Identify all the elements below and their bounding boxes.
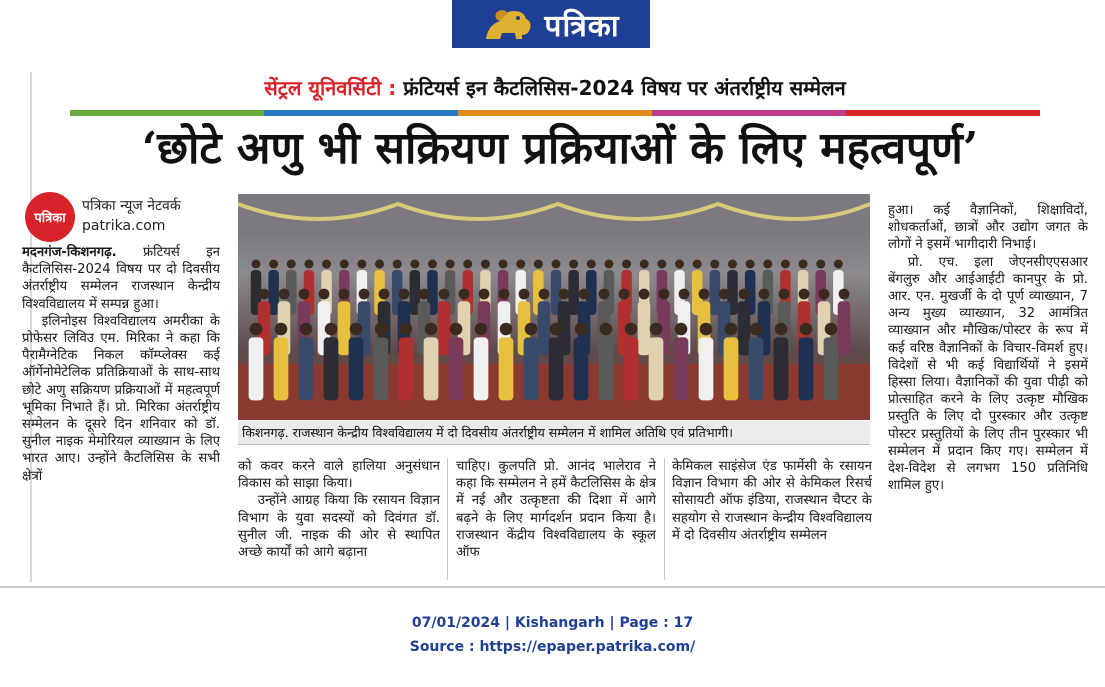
article-paragraph [22,244,220,313]
byline-site-link[interactable]: patrika.com [82,218,166,234]
footer-source-line[interactable]: Source : https://epaper.patrika.com/ [409,639,696,655]
article-column-5 [888,202,1088,582]
column-divider [447,458,448,580]
headline: ‘छोटे अणु भी सक्रियण प्रक्रियाओं के लिए महत्वपूर्ण’ [141,123,979,174]
dateline: मदनगंज-किशनगढ़. [22,245,117,260]
patrika-logo-badge: पत्रिका [25,192,75,242]
paragraph-text: फ्रंटियर्स इन कैटलिसिस-2024 विषय पर दो दिवसीय अंतर्राष्ट्रीय सम्मेलन राजस्थान केन्द्रीय विश्वविद्यालय में सम्पन्न हुआ। [22,245,220,312]
kicker-topic: फ्रंटियर्स इन कैटलिसिस-2024 विषय पर अंतर्राष्ट्रीय सम्मेलन [403,76,846,100]
clip-border-bottom [0,586,1105,588]
article-column-2 [238,458,440,582]
article-paragraph: इलिनोइस विश्वविद्यालय अमरीका के प्रोफेसर लिविउ एम. मिरिका ने कहा कि पैरामैग्नेटिक निकल कॉम्प्लेक्स कई ऑर्गेनोमेटेलिक प्रतिक्रियाओं के साथ-साथ छोटे अणु सक्रियण प्रक्रियाओं में महत्वपूर्ण भूमिका निभाते हैं। प्रो. मिरिका अंतर्राष्ट्रीय सम्मेलन के दूसरे दिन शनिवार को डॉ. सुनील नाइक मेमोरियल व्याख्यान के लिए भारत आए। उन्होंने कैटलिसिस के सभी क्षेत्रों [22,313,220,484]
masthead-name: पत्रिका [544,8,620,44]
group-photo [238,194,870,420]
article-paragraph: उन्होंने आग्रह किया कि रसायन विज्ञान विभाग के युवा सदस्यों को दिवंगत डॉ. सुनील जी. नाइक की ओर से स्थापित अच्छे कार्यों को आगे बढ़ाना [238,493,440,561]
group-photo-image [238,194,870,420]
article-paragraph: केमिकल साइंसेज एंड फार्मेसी के रसायन विज्ञान विभाग की ओर से केमिकल रिसर्च सोसायटी ऑफ इंडिया, राजस्थान चैप्टर के सहयोग से राजस्थान केन्द्रीय विश्वविद्यालय में दो दिवसीय अंतर्राष्ट्रीय सम्मेलन [672,459,872,543]
column-divider [664,458,665,580]
article-paragraph: प्रो. एच. इला जेएनसीएएसआर बेंगलुरु और आईआईटी कानपुर के प्रो. आर. एन. मुखर्जी के दो पूर्ण व्याख्यान, 7 अन्य मुख्य व्याख्यान, 32 आमंत्रित व्याख्यान और मौखिक/पोस्टर के रूप में कई वरिष्ठ वैज्ञानिकों के विचार-विमर्श हुए। विदेशों से भी कई विद्यार्थियों ने इसमें हिस्सा लिया। वैज्ञानिकों की युवा पीढ़ी को प्रोत्साहित करने के लिए उत्कृष्ट मौखिक प्रस्तुति के लिए दो पुरस्कार और उत्कृष्ट पोस्टर प्रस्तुतियों के लिए तीन पुरस्कार भी सम्मेलन में प्रदान किए गए। सम्मेलन में देश-विदेश से लगभग 150 प्रतिनिधि शामिल हुए। [888,254,1088,494]
article-paragraph: को कवर करने वाले हालिया अनुसंधान विकास को साझा किया। [238,459,440,492]
kicker [70,74,1040,101]
article-column-1 [22,244,220,580]
masthead-logo[interactable] [452,0,650,48]
article-column-4 [672,458,872,582]
kicker-section: सेंट्रल यूनिवर्सिटी : [264,76,397,100]
article-paragraph: चाहिए। कुलपति प्रो. आनंद भालेराव ने कहा कि सम्मेलन ने हमें कैटलिसिस के क्षेत्र में नई और उत्कृष्टता की दिशा में आगे बढ़ने के लिए मार्गदर्शन प्रदान किया है। राजस्थान केंद्रीय विश्वविद्यालय के स्कूल ऑफ [456,459,656,561]
footer-date-line: 07/01/2024 | Kishangarh | Page : 17 [411,615,694,631]
article-paragraph: हुआ। कई वैज्ञानिकों, शिक्षाविदों, शोधकर्ताओं, छात्रों और उद्योग जगत के लोगों ने इसमें भागीदारी निभाई। [888,203,1088,253]
photo-caption: किशनगढ़. राजस्थान केन्द्रीय विश्वविद्यालय में दो दिवसीय अंतर्राष्ट्रीय सम्मेलन में शामिल अतिथि एवं प्रतिभागी। [238,421,870,445]
article-column-3 [456,458,656,582]
byline-network: पत्रिका न्यूज नेटवर्क [82,198,181,214]
lion-emblem-icon [482,5,534,43]
